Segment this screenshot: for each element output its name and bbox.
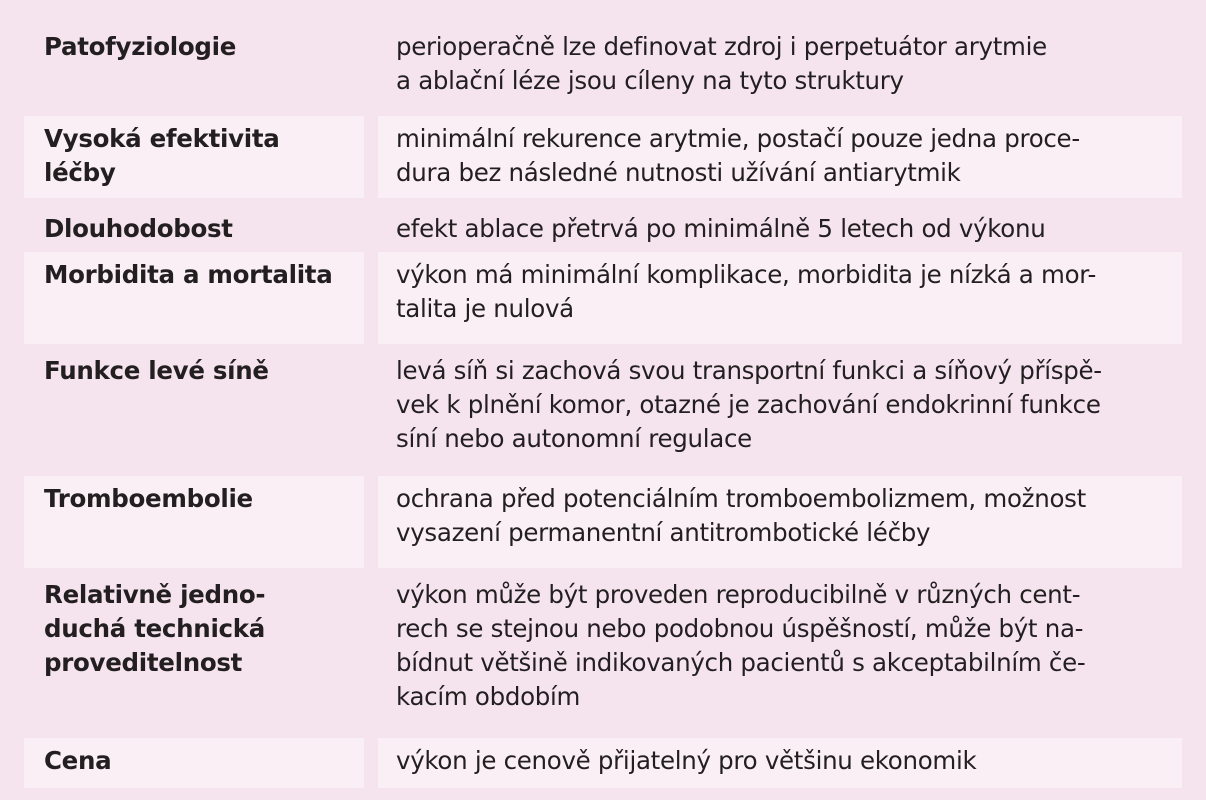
row-value: levá síň si zachová svou transportní funkci a síňový příspě- vek k plnění komor, otazné je zachování endokrinní funkce síní nebo autonomní regulace [396, 356, 1102, 453]
row-value-cell [378, 738, 1182, 788]
row-label: Vysoká efektivita léčby [44, 124, 280, 187]
row-label: Dlouhodobost [44, 214, 233, 243]
row-value: perioperačně lze definovat zdroj i perpetuátor arytmie a ablační léze jsou cíleny na tyto struktury [396, 32, 1047, 95]
row-label-cell [24, 348, 364, 472]
row-label: Tromboembolie [44, 484, 253, 513]
row-label-cell [24, 24, 364, 104]
row-label-cell [24, 252, 364, 344]
row-value-cell [378, 206, 1182, 252]
row-label-cell [24, 476, 364, 568]
table-row [0, 206, 1206, 252]
row-label: Morbidita a mortalita [44, 260, 333, 289]
table-row [0, 476, 1206, 568]
row-label-cell [24, 206, 364, 252]
row-value: efekt ablace přetrvá po minimálně 5 letech od výkonu [396, 214, 1046, 243]
row-value-cell [378, 252, 1182, 344]
row-value: minimální rekurence arytmie, postačí pouze jedna proce- dura bez následné nutnosti užívání antiarytmik [396, 124, 1080, 187]
table-row [0, 24, 1206, 104]
row-value-cell [378, 348, 1182, 472]
row-label-cell [24, 116, 364, 198]
row-value-cell [378, 24, 1182, 104]
table-row [0, 116, 1206, 198]
row-label-cell [24, 738, 364, 788]
row-value: výkon má minimální komplikace, morbidita je nízká a mor- talita je nulová [396, 260, 1097, 323]
row-value: výkon může být proveden reproducibilně v různých cent- rech se stejnou nebo podobnou úspěšností, může být na- bídnut většině indikovaných pacientů s akceptabilním če- kacím obdobím [396, 580, 1086, 711]
row-label: Relativně jedno- duchá technická proveditelnost [44, 580, 266, 677]
row-label-cell [24, 572, 364, 734]
row-label: Funkce levé síně [44, 356, 269, 385]
row-value-cell [378, 476, 1182, 568]
table-row [0, 572, 1206, 734]
row-value: ochrana před potenciálním tromboembolizmem, možnost vysazení permanentní antitrombotické léčby [396, 484, 1086, 547]
row-value: výkon je cenově přijatelný pro většinu ekonomik [396, 746, 977, 775]
table-row [0, 738, 1206, 788]
table-row [0, 252, 1206, 344]
row-value-cell [378, 116, 1182, 198]
table-row [0, 348, 1206, 472]
row-label: Patofyziologie [44, 32, 237, 61]
row-label: Cena [44, 746, 112, 775]
row-value-cell [378, 572, 1182, 734]
